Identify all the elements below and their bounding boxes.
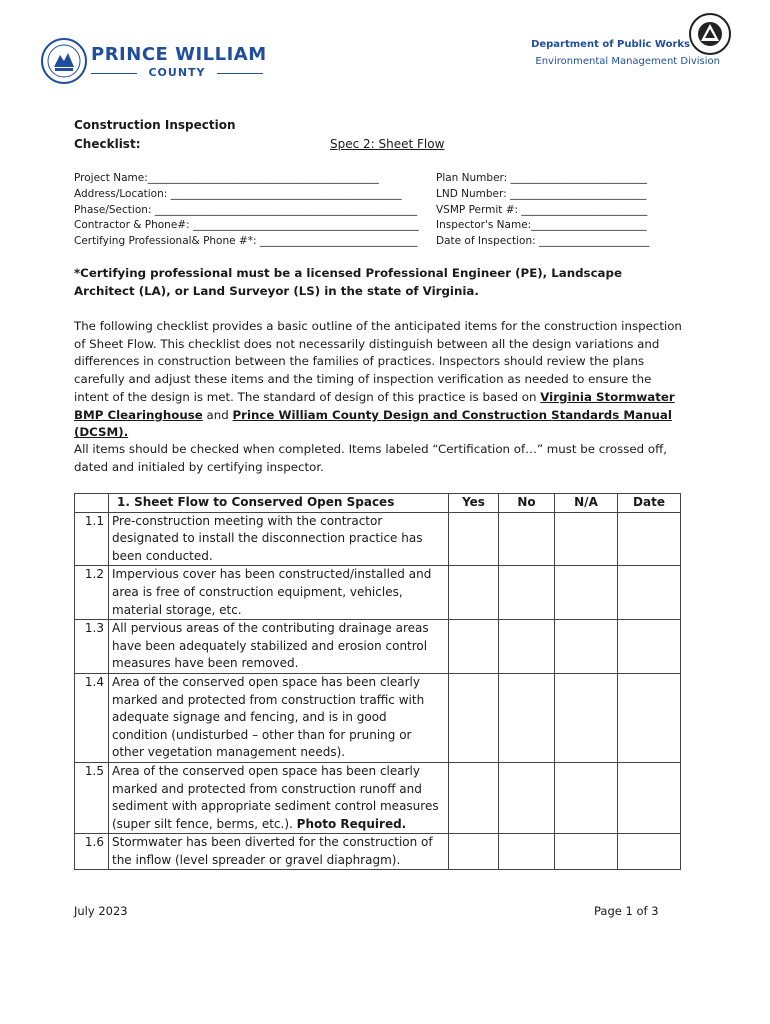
row-number: 1.2 [75,566,109,620]
public-works-seal-logo [688,12,732,56]
row-text: Pre-construction meeting with the contractor designated to install the disconnection practice has been conducted. [109,512,449,566]
row-number: 1.3 [75,620,109,674]
row-text: Area of the conserved open space has been clearly marked and protected from construction traffic with adequate signage and fencing, and is in good condition (undisturbed – other than for pruning or other vegetation management needs). [109,673,449,762]
row-number: 1.6 [75,834,109,870]
date-cell[interactable] [618,762,681,833]
yes-cell[interactable] [449,673,499,762]
vsmp-permit-field[interactable]: VSMP Permit #: ________________________ [436,204,648,216]
inspector-name-field[interactable]: Inspector's Name:______________________ [436,219,647,231]
instructions-paragraph: All items should be checked when completed. Items labeled “Certification of…” must be crossed off, dated and initialed by certifying inspector. [74,442,667,474]
col-no: No [499,494,555,513]
header-num-cell [75,494,109,513]
certifying-note: *Certifying professional must be a licensed Professional Engineer (PE), Landscape Architect (LA), or Land Surveyor (LS) in the state of Virginia. [74,266,622,298]
col-na: N/A [555,494,618,513]
date-cell[interactable] [618,834,681,870]
yes-cell[interactable] [449,512,499,566]
lnd-number-field[interactable]: LND Number: __________________________ [436,188,647,200]
table-row [75,512,681,566]
no-cell[interactable] [499,673,555,762]
intro-and: and [202,407,233,422]
intro-paragraph [74,318,686,442]
row-text: Impervious cover has been constructed/installed and area is free of construction equipment, vehicles, material storage, etc. [109,566,449,620]
table-row [75,673,681,762]
date-cell[interactable] [618,512,681,566]
na-cell[interactable] [555,673,618,762]
no-cell[interactable] [499,512,555,566]
intro-text: The following checklist provides a basic outline of the anticipated items for the construction inspection of Sheet Flow. This checklist does not necessarily distinguish between all the design variations and differences in construction between the families of practices. Inspectors should review the plans carefully and adjust these items and the timing of inspection verification as needed to ensure the intent of the design is met. The standard of design of this practice is based on [74,319,682,404]
date-cell[interactable] [618,566,681,620]
section-heading: 1. Sheet Flow to Conserved Open Spaces [109,494,449,513]
na-cell[interactable] [555,834,618,870]
title-line-1: Construction Inspection [74,118,236,132]
table-row [75,620,681,674]
photo-required-note: Photo Required. [296,816,407,831]
row-number: 1.1 [75,512,109,566]
inspection-date-field[interactable]: Date of Inspection: _____________________ [436,235,650,247]
row-text: Area of the conserved open space has been clearly marked and protected from construction runoff and sediment with appropriate sediment control measures (super silt fence, berms, etc.). [112,763,439,831]
table-row [75,834,681,870]
na-cell[interactable] [555,762,618,833]
division-name: Environmental Management Division [535,56,720,67]
no-cell[interactable] [499,620,555,674]
checklist-table [74,493,681,870]
col-date: Date [618,494,681,513]
no-cell[interactable] [499,566,555,620]
row-number: 1.4 [75,673,109,762]
address-field[interactable]: Address/Location: ____________________________________________ [74,188,402,200]
page-number: Page 1 of 3 [594,904,659,918]
yes-cell[interactable] [449,762,499,833]
county-seal-logo [40,37,88,85]
col-yes: Yes [449,494,499,513]
yes-cell[interactable] [449,566,499,620]
row-text-cell [109,762,449,833]
row-text: Stormwater has been diverted for the construction of the inflow (level spreader or gravel diaphragm). [109,834,449,870]
na-cell[interactable] [555,620,618,674]
certifying-professional-field[interactable]: Certifying Professional& Phone #*: ______________________________ [74,235,418,247]
no-cell[interactable] [499,834,555,870]
footer-date: July 2023 [74,904,128,918]
county-subtitle: COUNTY [91,66,263,80]
date-cell[interactable] [618,673,681,762]
table-row [75,762,681,833]
spec-title: Spec 2: Sheet Flow [330,137,445,151]
na-cell[interactable] [555,566,618,620]
department-name: Department of Public Works [531,39,690,50]
yes-cell[interactable] [449,620,499,674]
date-cell[interactable] [618,620,681,674]
phase-field[interactable]: Phase/Section: __________________________________________________ [74,204,418,216]
county-name: PRINCE WILLIAM [91,44,267,65]
na-cell[interactable] [555,512,618,566]
contractor-field[interactable]: Contractor & Phone#: ___________________________________________ [74,219,419,231]
table-row [75,566,681,620]
project-name-field[interactable]: Project Name:____________________________________________ [74,172,379,184]
row-text: All pervious areas of the contributing drainage areas have been adequately stabilized and erosion control measures have been removed. [109,620,449,674]
no-cell[interactable] [499,762,555,833]
clearinghouse-link[interactable]: Virginia Stormwater BMP Clearinghouse [74,389,675,422]
yes-cell[interactable] [449,834,499,870]
dcsm-link[interactable]: Prince William County Design and Construction Standards Manual (DCSM). [74,407,672,440]
table-header-row [75,494,681,513]
row-number: 1.5 [75,762,109,833]
title-line-2: Checklist: [74,137,141,151]
plan-number-field[interactable]: Plan Number: __________________________ [436,172,648,184]
